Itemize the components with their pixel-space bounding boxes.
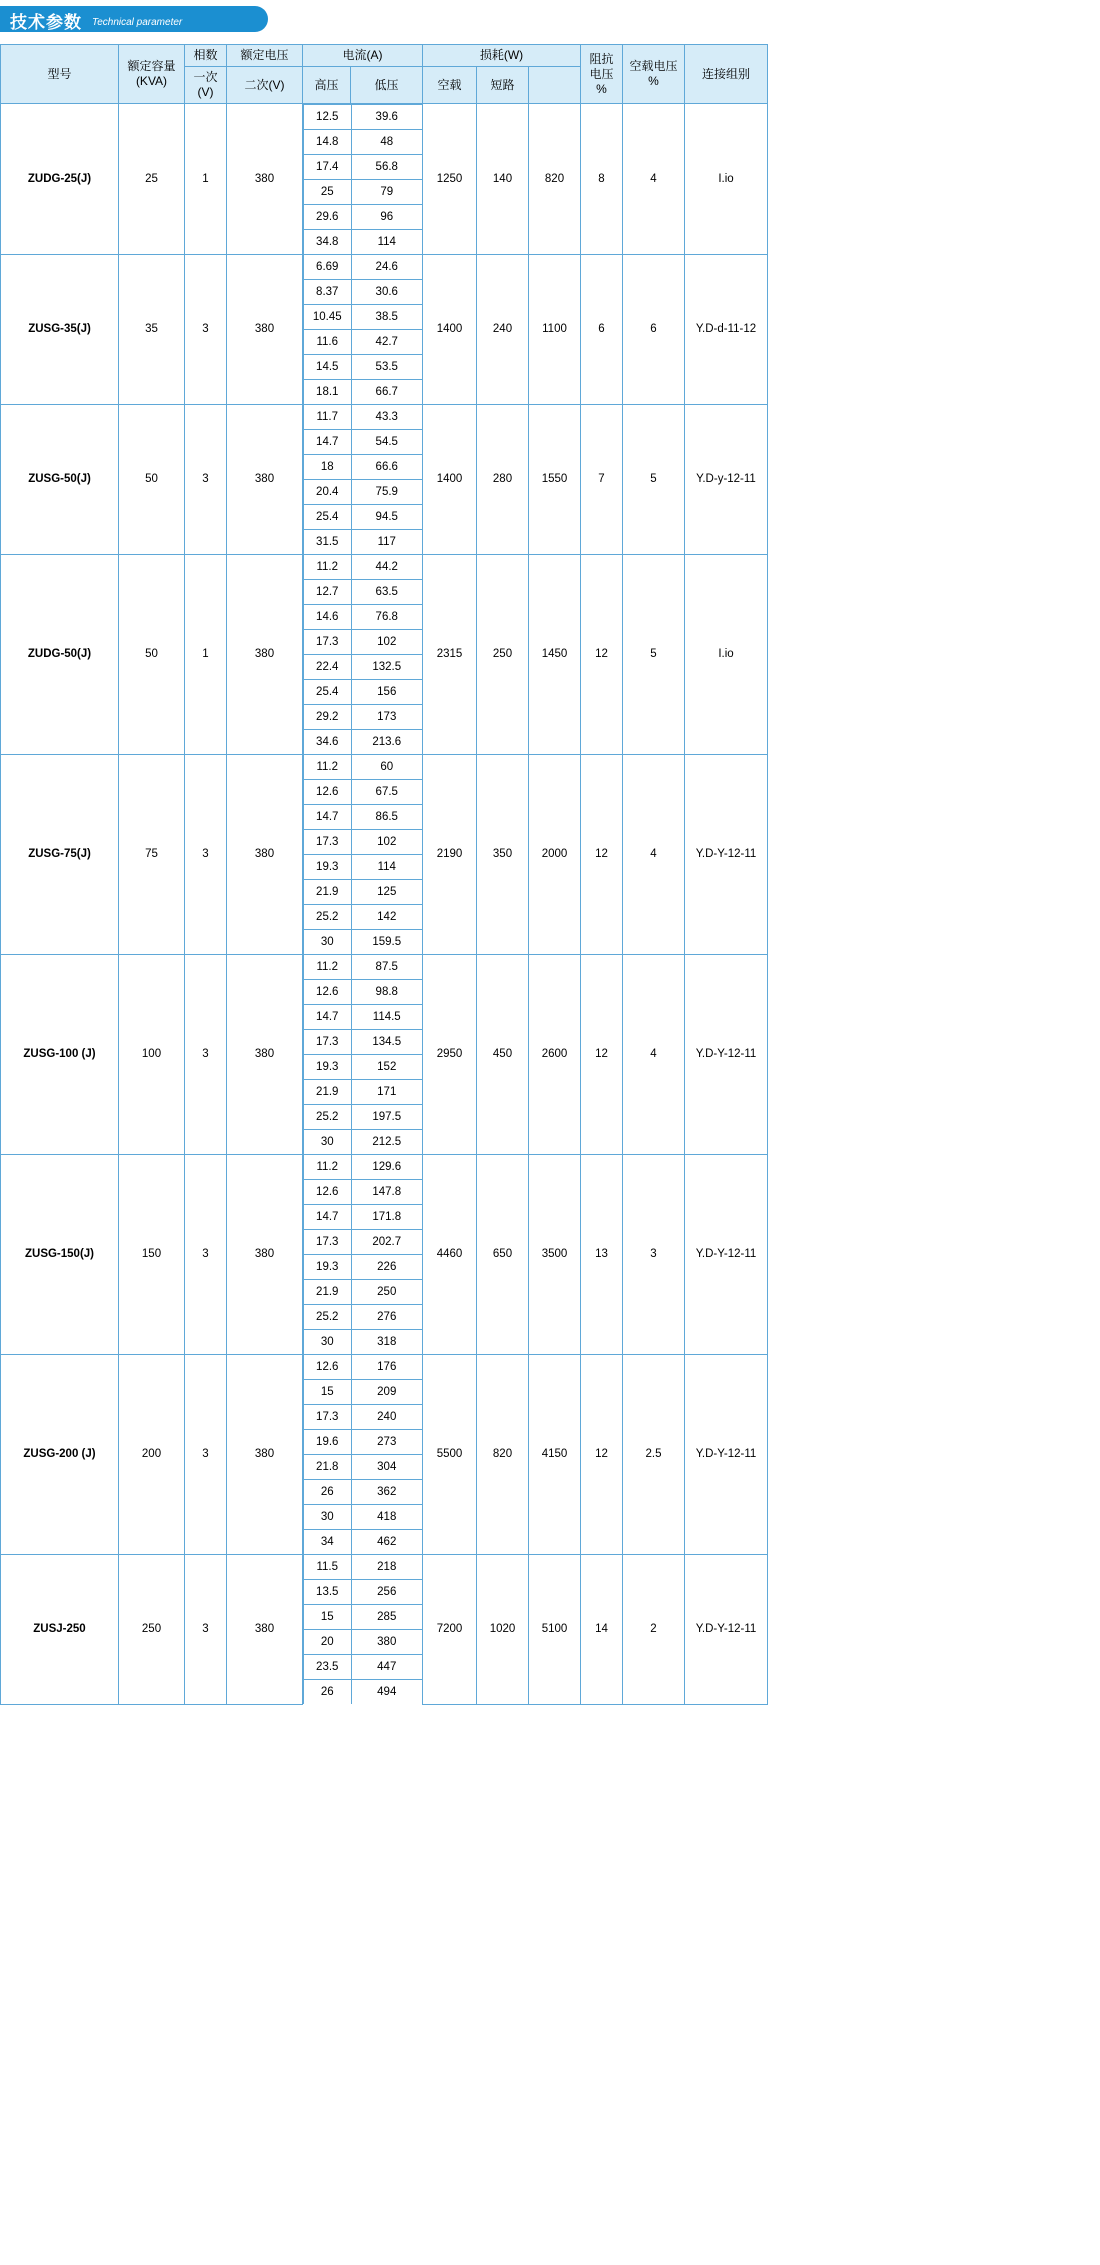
- cell-low-voltage: 98.8: [351, 980, 422, 1005]
- cell-phase: 3: [185, 404, 227, 554]
- cell-high-voltage: 17.4: [304, 155, 351, 180]
- cell-high-voltage: 30: [304, 1130, 351, 1155]
- cell-low-voltage: 38.5: [351, 305, 422, 330]
- header-rated-voltage: 额定电压: [227, 45, 303, 67]
- cell-high-voltage: 11.2: [304, 555, 351, 580]
- cell-high-voltage: 17.3: [304, 1230, 351, 1255]
- cell-phase: 1: [185, 554, 227, 754]
- cell-low-voltage: 197.5: [351, 1105, 422, 1130]
- cell-low-voltage: 134.5: [351, 1030, 422, 1055]
- cell-no-load-voltage: 4: [623, 754, 685, 954]
- header-phase-unit-l1: 一次: [193, 70, 218, 84]
- cell-high-voltage: 17.3: [304, 1030, 351, 1055]
- header-capacity-unit: (KVA): [135, 74, 168, 88]
- cell-secondary-voltage: 380: [227, 1154, 303, 1354]
- cell-loss-total: 3500: [529, 1154, 581, 1354]
- cell-high-voltage: 25: [304, 180, 351, 205]
- cell-short-circuit-loss: 280: [477, 404, 529, 554]
- cell-high-voltage: 11.7: [304, 405, 351, 430]
- header-impedance-l1: 阻抗: [589, 51, 614, 66]
- cell-low-voltage: 102: [351, 830, 422, 855]
- cell-high-voltage-group: [303, 1154, 351, 1354]
- cell-capacity: 50: [119, 554, 185, 754]
- cell-high-voltage: 13.5: [304, 1580, 351, 1605]
- cell-no-load-voltage: 3: [623, 1154, 685, 1354]
- cell-low-voltage: 24.6: [351, 255, 422, 280]
- cell-high-voltage: 19.6: [304, 1430, 351, 1455]
- cell-impedance: 12: [581, 754, 623, 954]
- cell-high-voltage-group: [303, 754, 351, 954]
- cell-high-voltage: 12.6: [304, 980, 351, 1005]
- cell-secondary-voltage: 380: [227, 554, 303, 754]
- header-row-1: [1, 45, 768, 67]
- cell-model: ZUSG-100 (J): [1, 954, 119, 1154]
- cell-capacity: 50: [119, 404, 185, 554]
- cell-low-voltage: 418: [351, 1505, 422, 1530]
- cell-low-voltage: 54.5: [351, 430, 422, 455]
- cell-impedance: 8: [581, 104, 623, 255]
- cell-low-voltage: 171.8: [351, 1205, 422, 1230]
- cell-capacity: 75: [119, 754, 185, 954]
- cell-no-load-loss: 1250: [423, 104, 477, 255]
- cell-secondary-voltage: 380: [227, 954, 303, 1154]
- cell-high-voltage: 29.6: [304, 205, 351, 230]
- cell-model: ZUSG-150(J): [1, 1154, 119, 1354]
- cell-high-voltage: 12.5: [304, 105, 351, 130]
- cell-capacity: 35: [119, 254, 185, 404]
- cell-high-voltage: 12.6: [304, 1355, 351, 1380]
- cell-low-voltage: 56.8: [351, 155, 422, 180]
- header-capacity: [119, 45, 185, 104]
- cell-loss-total: 2600: [529, 954, 581, 1154]
- cell-high-voltage: 25.2: [304, 1305, 351, 1330]
- cell-high-voltage-group: [303, 104, 351, 255]
- cell-no-load-loss: 7200: [423, 1554, 477, 1704]
- cell-connection: Y.D-Y-12-11: [685, 754, 768, 954]
- cell-phase: 3: [185, 1154, 227, 1354]
- cell-low-voltage: 44.2: [351, 555, 422, 580]
- cell-low-voltage: 218: [351, 1555, 422, 1580]
- cell-low-voltage: 39.6: [351, 105, 422, 130]
- cell-high-voltage: 21.9: [304, 880, 351, 905]
- cell-impedance: 12: [581, 1354, 623, 1554]
- cell-low-voltage: 152: [351, 1055, 422, 1080]
- cell-no-load-loss: 2950: [423, 954, 477, 1154]
- cell-low-voltage: 102: [351, 630, 422, 655]
- cell-high-voltage: 11.2: [304, 1155, 351, 1180]
- cell-low-voltage: 212.5: [351, 1130, 422, 1155]
- cell-low-voltage: 114.5: [351, 1005, 422, 1030]
- cell-no-load-loss: 1400: [423, 404, 477, 554]
- cell-capacity: 150: [119, 1154, 185, 1354]
- cell-low-voltage: 276: [351, 1305, 422, 1330]
- cell-low-voltage: 250: [351, 1280, 422, 1305]
- cell-low-voltage: 63.5: [351, 580, 422, 605]
- cell-low-voltage-group: [351, 1154, 423, 1354]
- cell-high-voltage: 17.3: [304, 630, 351, 655]
- cell-loss-total: 1450: [529, 554, 581, 754]
- cell-high-voltage: 19.3: [304, 1055, 351, 1080]
- cell-low-voltage: 30.6: [351, 280, 422, 305]
- header-impedance-l2: 电压: [589, 66, 614, 81]
- cell-low-voltage: 67.5: [351, 780, 422, 805]
- cell-high-voltage: 18: [304, 455, 351, 480]
- header-loss: 损耗(W): [423, 45, 581, 67]
- cell-connection: I.io: [685, 104, 768, 255]
- cell-low-voltage: 43.3: [351, 405, 422, 430]
- cell-no-load-voltage: 5: [623, 554, 685, 754]
- cell-low-voltage: 447: [351, 1655, 422, 1680]
- cell-model: ZUSJ-250: [1, 1554, 119, 1704]
- cell-low-voltage: 75.9: [351, 480, 422, 505]
- cell-high-voltage: 12.7: [304, 580, 351, 605]
- cell-low-voltage: 213.6: [351, 730, 422, 755]
- cell-secondary-voltage: 380: [227, 104, 303, 255]
- header-capacity-label: 额定容量: [127, 59, 176, 73]
- cell-low-voltage: 129.6: [351, 1155, 422, 1180]
- header-no-load-loss: 空载: [423, 67, 477, 104]
- cell-high-voltage: 14.8: [304, 130, 351, 155]
- cell-connection: Y.D-Y-12-11: [685, 1354, 768, 1554]
- cell-high-voltage: 15: [304, 1380, 351, 1405]
- cell-low-voltage: 117: [351, 530, 422, 555]
- header-model: 型号: [1, 45, 119, 104]
- header-no-load-voltage-l2: %: [648, 74, 659, 88]
- cell-phase: 3: [185, 254, 227, 404]
- cell-short-circuit-loss: 1020: [477, 1554, 529, 1704]
- cell-low-voltage: 256: [351, 1580, 422, 1605]
- cell-low-voltage: 114: [351, 230, 422, 255]
- cell-low-voltage: 304: [351, 1455, 422, 1480]
- cell-low-voltage-group: [351, 1554, 423, 1704]
- cell-short-circuit-loss: 820: [477, 1354, 529, 1554]
- cell-high-voltage: 25.2: [304, 1105, 351, 1130]
- cell-no-load-voltage: 2: [623, 1554, 685, 1704]
- cell-low-voltage: 76.8: [351, 605, 422, 630]
- cell-low-voltage: 53.5: [351, 355, 422, 380]
- cell-high-voltage: 21.9: [304, 1080, 351, 1105]
- cell-low-voltage: 318: [351, 1330, 422, 1355]
- cell-no-load-loss: 5500: [423, 1354, 477, 1554]
- cell-low-voltage: 114: [351, 855, 422, 880]
- cell-phase: 3: [185, 1554, 227, 1704]
- cell-short-circuit-loss: 140: [477, 104, 529, 255]
- header-low-voltage: 低压: [351, 67, 423, 104]
- spec-page: [0, 6, 767, 1705]
- cell-high-voltage-group: [303, 404, 351, 554]
- header-current: 电流(A): [303, 45, 423, 67]
- cell-secondary-voltage: 380: [227, 404, 303, 554]
- header-impedance-l3: %: [596, 81, 607, 96]
- cell-loss-total: 4150: [529, 1354, 581, 1554]
- cell-high-voltage: 19.3: [304, 855, 351, 880]
- cell-low-voltage: 147.8: [351, 1180, 422, 1205]
- cell-low-voltage: 159.5: [351, 930, 422, 955]
- cell-high-voltage: 14.6: [304, 605, 351, 630]
- cell-low-voltage: 79: [351, 180, 422, 205]
- cell-high-voltage: 23.5: [304, 1655, 351, 1680]
- header-short-circuit-loss: 短路: [477, 67, 529, 104]
- cell-low-voltage-group: [351, 404, 423, 554]
- cell-model: ZUSG-50(J): [1, 404, 119, 554]
- header-phase-unit: [185, 67, 227, 104]
- cell-no-load-loss: 2315: [423, 554, 477, 754]
- cell-high-voltage: 34.8: [304, 230, 351, 255]
- cell-impedance: 6: [581, 254, 623, 404]
- cell-low-voltage: 132.5: [351, 655, 422, 680]
- cell-capacity: 25: [119, 104, 185, 255]
- cell-high-voltage: 14.7: [304, 430, 351, 455]
- cell-high-voltage: 10.45: [304, 305, 351, 330]
- cell-high-voltage: 11.6: [304, 330, 351, 355]
- technical-parameter-table: [0, 44, 768, 1705]
- cell-phase: 3: [185, 1354, 227, 1554]
- cell-high-voltage: 25.4: [304, 680, 351, 705]
- cell-no-load-voltage: 4: [623, 104, 685, 255]
- cell-low-voltage-group: [351, 104, 423, 255]
- cell-low-voltage: 173: [351, 705, 422, 730]
- cell-low-voltage: 86.5: [351, 805, 422, 830]
- cell-low-voltage: 285: [351, 1605, 422, 1630]
- table-body: [1, 104, 768, 1705]
- cell-high-voltage: 8.37: [304, 280, 351, 305]
- cell-impedance: 14: [581, 1554, 623, 1704]
- cell-high-voltage: 21.8: [304, 1455, 351, 1480]
- cell-model: ZUSG-75(J): [1, 754, 119, 954]
- header-secondary-voltage: 二次(V): [227, 67, 303, 104]
- cell-connection: Y.D-y-12-11: [685, 404, 768, 554]
- cell-low-voltage: 171: [351, 1080, 422, 1105]
- cell-high-voltage: 20.4: [304, 480, 351, 505]
- section-banner: [0, 6, 767, 40]
- cell-connection: Y.D-d-11-12: [685, 254, 768, 404]
- cell-no-load-loss: 1400: [423, 254, 477, 404]
- cell-low-voltage: 96: [351, 205, 422, 230]
- cell-high-voltage: 22.4: [304, 655, 351, 680]
- cell-high-voltage: 26: [304, 1680, 351, 1705]
- cell-low-voltage: 94.5: [351, 505, 422, 530]
- cell-high-voltage: 17.3: [304, 830, 351, 855]
- cell-low-voltage-group: [351, 954, 423, 1154]
- cell-low-voltage: 156: [351, 680, 422, 705]
- cell-loss-total: 5100: [529, 1554, 581, 1704]
- cell-high-voltage: 14.7: [304, 805, 351, 830]
- header-connection: 连接组别: [685, 45, 768, 104]
- cell-low-voltage-group: [351, 754, 423, 954]
- cell-short-circuit-loss: 250: [477, 554, 529, 754]
- cell-loss-total: 1550: [529, 404, 581, 554]
- cell-low-voltage: 176: [351, 1355, 422, 1380]
- cell-low-voltage: 273: [351, 1430, 422, 1455]
- cell-impedance: 7: [581, 404, 623, 554]
- cell-high-voltage-group: [303, 1554, 351, 1704]
- cell-secondary-voltage: 380: [227, 1554, 303, 1704]
- cell-high-voltage: 25.4: [304, 505, 351, 530]
- cell-high-voltage: 18.1: [304, 380, 351, 405]
- cell-high-voltage: 30: [304, 1505, 351, 1530]
- cell-high-voltage: 14.7: [304, 1005, 351, 1030]
- cell-high-voltage: 30: [304, 1330, 351, 1355]
- cell-low-voltage: 142: [351, 905, 422, 930]
- cell-high-voltage: 31.5: [304, 530, 351, 555]
- cell-low-voltage: 380: [351, 1630, 422, 1655]
- cell-high-voltage: 19.3: [304, 1255, 351, 1280]
- cell-impedance: 13: [581, 1154, 623, 1354]
- header-no-load-voltage-l1: 空载电压: [629, 59, 678, 73]
- cell-no-load-voltage: 4: [623, 954, 685, 1154]
- cell-high-voltage: 26: [304, 1480, 351, 1505]
- cell-short-circuit-loss: 450: [477, 954, 529, 1154]
- cell-model: ZUDG-25(J): [1, 104, 119, 255]
- cell-high-voltage: 12.6: [304, 1180, 351, 1205]
- cell-connection: Y.D-Y-12-11: [685, 954, 768, 1154]
- cell-high-voltage: 34: [304, 1530, 351, 1555]
- cell-impedance: 12: [581, 954, 623, 1154]
- cell-loss-total: 1100: [529, 254, 581, 404]
- cell-high-voltage-group: [303, 954, 351, 1154]
- cell-high-voltage-group: [303, 554, 351, 754]
- cell-loss-total: 2000: [529, 754, 581, 954]
- table-header: [1, 45, 768, 104]
- header-impedance: [581, 45, 623, 104]
- cell-model: ZUSG-200 (J): [1, 1354, 119, 1554]
- cell-high-voltage: 20: [304, 1630, 351, 1655]
- cell-model: ZUSG-35(J): [1, 254, 119, 404]
- cell-low-voltage-group: [351, 554, 423, 754]
- header-phase: 相数: [185, 45, 227, 67]
- cell-low-voltage: 66.7: [351, 380, 422, 405]
- cell-no-load-loss: 4460: [423, 1154, 477, 1354]
- header-no-load-voltage: [623, 45, 685, 104]
- cell-high-voltage-group: [303, 1354, 351, 1554]
- cell-high-voltage-group: [303, 254, 351, 404]
- banner-title-cn: 技术参数: [10, 13, 82, 32]
- cell-low-voltage: 226: [351, 1255, 422, 1280]
- cell-phase: 3: [185, 954, 227, 1154]
- cell-capacity: 200: [119, 1354, 185, 1554]
- cell-low-voltage: 66.6: [351, 455, 422, 480]
- cell-high-voltage: 30: [304, 930, 351, 955]
- cell-short-circuit-loss: 650: [477, 1154, 529, 1354]
- cell-high-voltage: 6.69: [304, 255, 351, 280]
- cell-low-voltage: 462: [351, 1530, 422, 1555]
- cell-capacity: 100: [119, 954, 185, 1154]
- header-phase-unit-l2: (V): [197, 85, 214, 99]
- cell-no-load-voltage: 5: [623, 404, 685, 554]
- cell-high-voltage: 11.5: [304, 1555, 351, 1580]
- cell-secondary-voltage: 380: [227, 1354, 303, 1554]
- cell-low-voltage: 42.7: [351, 330, 422, 355]
- cell-low-voltage: 202.7: [351, 1230, 422, 1255]
- cell-high-voltage: 11.2: [304, 955, 351, 980]
- cell-connection: I.io: [685, 554, 768, 754]
- cell-low-voltage: 87.5: [351, 955, 422, 980]
- cell-short-circuit-loss: 350: [477, 754, 529, 954]
- cell-high-voltage: 21.9: [304, 1280, 351, 1305]
- cell-phase: 3: [185, 754, 227, 954]
- cell-no-load-voltage: 2.5: [623, 1354, 685, 1554]
- header-high-voltage: 高压: [303, 67, 351, 104]
- cell-low-voltage: 209: [351, 1380, 422, 1405]
- cell-no-load-loss: 2190: [423, 754, 477, 954]
- cell-model: ZUDG-50(J): [1, 554, 119, 754]
- cell-high-voltage: 17.3: [304, 1405, 351, 1430]
- cell-high-voltage: 29.2: [304, 705, 351, 730]
- cell-connection: Y.D-Y-12-11: [685, 1154, 768, 1354]
- cell-short-circuit-loss: 240: [477, 254, 529, 404]
- cell-high-voltage: 14.5: [304, 355, 351, 380]
- cell-connection: Y.D-Y-12-11: [685, 1554, 768, 1704]
- cell-low-voltage-group: [351, 1354, 423, 1554]
- cell-no-load-voltage: 6: [623, 254, 685, 404]
- cell-low-voltage: 48: [351, 130, 422, 155]
- cell-low-voltage: 362: [351, 1480, 422, 1505]
- cell-high-voltage: 14.7: [304, 1205, 351, 1230]
- banner-title-en: Technical parameter: [92, 17, 183, 28]
- cell-secondary-voltage: 380: [227, 254, 303, 404]
- cell-high-voltage: 15: [304, 1605, 351, 1630]
- cell-impedance: 12: [581, 554, 623, 754]
- header-loss-extra: [529, 67, 581, 104]
- cell-loss-total: 820: [529, 104, 581, 255]
- cell-high-voltage: 11.2: [304, 755, 351, 780]
- cell-low-voltage: 240: [351, 1405, 422, 1430]
- cell-secondary-voltage: 380: [227, 754, 303, 954]
- cell-high-voltage: 34.6: [304, 730, 351, 755]
- cell-low-voltage: 60: [351, 755, 422, 780]
- cell-high-voltage: 25.2: [304, 905, 351, 930]
- cell-low-voltage-group: [351, 254, 423, 404]
- cell-low-voltage: 494: [351, 1680, 422, 1705]
- cell-high-voltage: 12.6: [304, 780, 351, 805]
- cell-capacity: 250: [119, 1554, 185, 1704]
- cell-low-voltage: 125: [351, 880, 422, 905]
- cell-phase: 1: [185, 104, 227, 255]
